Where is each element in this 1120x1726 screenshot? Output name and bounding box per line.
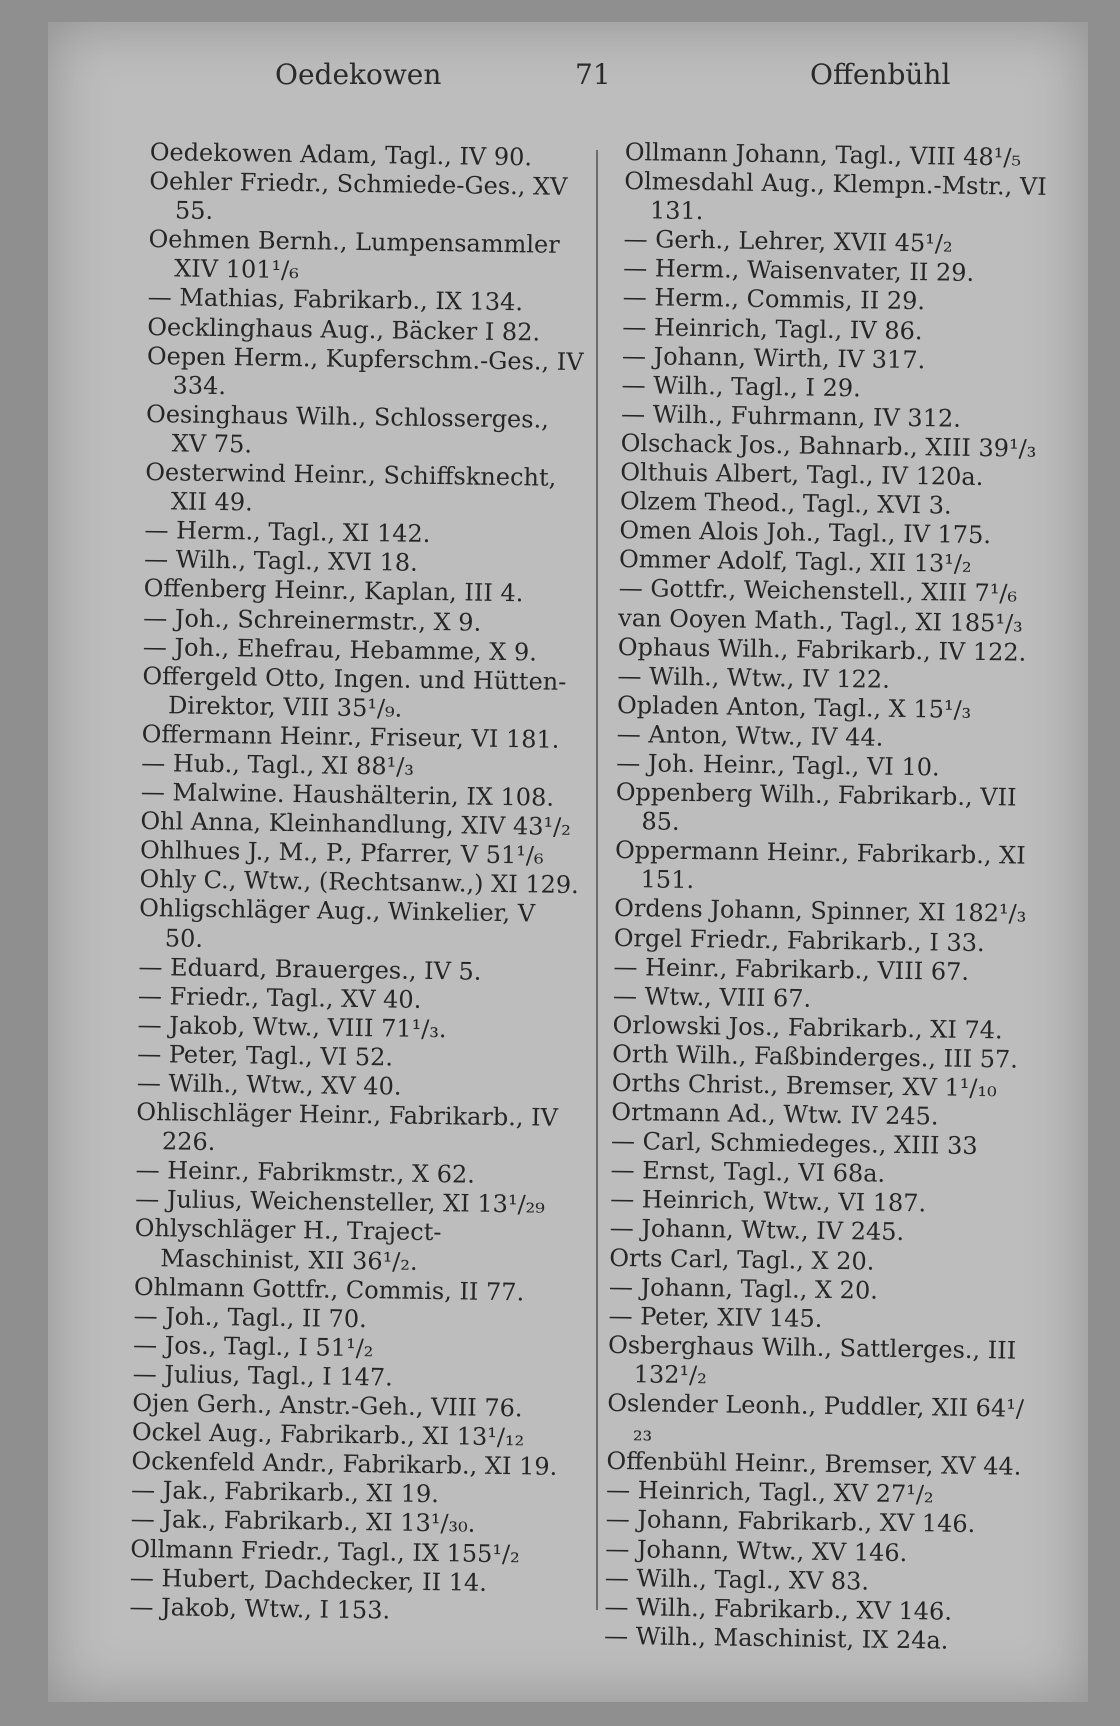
directory-entry: — Herm., Commis, II 29. bbox=[622, 283, 926, 316]
directory-entry: — Malwine. Haushälterin, IX 108. bbox=[140, 778, 555, 812]
directory-entry: — Gottfr., Weichenstell., XIII 7¹/₆ bbox=[618, 574, 1018, 608]
directory-entry: — Johann, Fabrikarb., XV 146. bbox=[605, 1505, 976, 1539]
directory-entry: — Wilh., Tagl., XVI 18. bbox=[143, 545, 418, 578]
directory-entry: Ockel Aug., Fabrikarb., XI 13¹/₁₂ bbox=[131, 1418, 525, 1452]
directory-entry: Omen Alois Joh., Tagl., IV 175. bbox=[619, 516, 992, 550]
directory-entry: — Wtw., VIII 67. bbox=[612, 981, 812, 1013]
directory-entry: van Ooyen Math., Tagl., XI 185¹/₃ bbox=[618, 603, 1023, 638]
directory-entry: — Jakob, Wtw., I 153. bbox=[129, 1592, 391, 1625]
directory-entry: — Johann, Tagl., X 20. bbox=[608, 1272, 879, 1305]
directory-entry: — Gerh., Lehrer, XVII 45¹/₂ bbox=[623, 225, 953, 258]
directory-entry: Offergeld Otto, Ingen. und Hütten-Direktor, VIII 35¹/₉. bbox=[142, 661, 567, 723]
directory-entry: — Joh., Ehefrau, Hebamme, X 9. bbox=[142, 632, 538, 667]
directory-entry: Ommer Adolf, Tagl., XII 13¹/₂ bbox=[618, 545, 972, 579]
directory-entry: Oesinghaus Wilh., Schlosserges., XV 75. bbox=[145, 399, 550, 459]
directory-entry: — Wilh., Tagl., I 29. bbox=[621, 370, 861, 403]
directory-entry: Offenbühl Heinr., Bremser, XV 44. bbox=[606, 1447, 1022, 1481]
directory-entry: — Joh. Heinr., Tagl., VI 10. bbox=[616, 748, 940, 782]
column-divider bbox=[596, 150, 598, 1610]
directory-entry: — Heinrich, Tagl., IV 86. bbox=[622, 312, 923, 345]
directory-entry: Oehler Friedr., Schmiede-Ges., XV 55. bbox=[149, 167, 568, 226]
directory-entry: — Wilh., Wtw., XV 40. bbox=[136, 1068, 402, 1101]
directory-entry: — Johann, Wirth, IV 317. bbox=[621, 341, 926, 374]
directory-entry: Offermann Heinr., Friseur, VI 181. bbox=[141, 719, 560, 754]
header-right-keyword: Offenbühl bbox=[810, 58, 951, 91]
directory-entry: — Wilh., Tagl., XV 83. bbox=[604, 1563, 870, 1596]
directory-entry: Ohlischläger Heinr., Fabrikarb., IV 226. bbox=[136, 1098, 559, 1157]
directory-entry: Oecklinghaus Aug., Bäcker I 82. bbox=[147, 312, 541, 347]
directory-entry: Oedekowen Adam, Tagl., IV 90. bbox=[149, 138, 533, 172]
page-header bbox=[150, 58, 1080, 108]
directory-entry: Orts Carl, Tagl., X 20. bbox=[609, 1243, 875, 1276]
directory-entry: — Heinr., Fabrikmstr., X 62. bbox=[135, 1156, 476, 1189]
directory-entry: Oppermann Heinr., Fabrikarb., XI 151. bbox=[614, 836, 1026, 895]
directory-entry: — Mathias, Fabrikarb., IX 134. bbox=[147, 283, 524, 317]
directory-entry: — Heinr., Fabrikarb., VIII 67. bbox=[613, 952, 970, 986]
directory-entry: Ophaus Wilh., Fabrikarb., IV 122. bbox=[617, 632, 1027, 667]
directory-entry: Olzem Theod., Tagl., XVI 3. bbox=[619, 487, 952, 520]
directory-entry: Orths Christ., Bremser, XV 1¹/₁₀ bbox=[611, 1068, 997, 1103]
directory-entry: Ohly C., Wtw., (Rechtsanw.,) XI 129. bbox=[139, 865, 579, 900]
directory-entry: Orgel Friedr., Fabrikarb., I 33. bbox=[613, 923, 985, 957]
directory-entry: Orlowski Jos., Fabrikarb., XI 74. bbox=[612, 1010, 1003, 1045]
directory-entry: Ollmann Friedr., Tagl., IX 155¹/₂ bbox=[130, 1534, 520, 1568]
directory-entry: Ortmann Ad., Wtw. IV 245. bbox=[611, 1098, 939, 1131]
directory-entry: Orth Wilh., Faßbinderges., III 57. bbox=[612, 1039, 1019, 1074]
directory-entry: — Joh., Tagl., II 70. bbox=[133, 1301, 367, 1333]
directory-entry: Ohlmann Gottfr., Commis, II 77. bbox=[133, 1272, 525, 1306]
directory-entry: — Heinrich, Wtw., VI 187. bbox=[609, 1185, 927, 1218]
directory-entry: Ordens Johann, Spinner, XI 182¹/₃ bbox=[614, 894, 1027, 929]
directory-entry: Ohlyschläger H., Traject-Maschinist, XII 36¹/₂. bbox=[134, 1214, 442, 1276]
directory-entry: Olmesdahl Aug., Klempn.-Mstr., VI 131. bbox=[624, 167, 1047, 226]
header-left-keyword: Oedekowen bbox=[275, 58, 442, 91]
directory-entry: Oepen Herm., Kupferschm.-Ges., IV 334. bbox=[146, 341, 584, 400]
directory-entry: Opladen Anton, Tagl., X 15¹/₃ bbox=[616, 690, 972, 724]
directory-entry: Olschack Jos., Bahnarb., XIII 39¹/₃ bbox=[620, 428, 1037, 463]
directory-entry: Oehmen Bernh., Lumpensammler XIV 101¹/₆ bbox=[148, 225, 560, 285]
directory-entry: — Peter, Tagl., VI 52. bbox=[137, 1039, 394, 1072]
directory-entry: — Julius, Tagl., I 147. bbox=[132, 1359, 393, 1392]
directory-entry: Offenberg Heinr., Kaplan, III 4. bbox=[143, 574, 524, 608]
directory-entry: Oppenberg Wilh., Fabrikarb., VII 85. bbox=[615, 778, 1017, 836]
directory-entry: Oesterwind Heinr., Schiffsknecht, XII 49. bbox=[145, 458, 557, 517]
directory-entry: — Peter, XIV 145. bbox=[608, 1301, 823, 1333]
directory-entry: — Wilh., Maschinist, IX 24a. bbox=[603, 1621, 949, 1655]
directory-entry: — Hub., Tagl., XI 88¹/₃ bbox=[141, 748, 415, 781]
directory-entry: Ockenfeld Andr., Fabrikarb., XI 19. bbox=[131, 1447, 558, 1482]
directory-entry: — Jakob, Wtw., VIII 71¹/₃. bbox=[137, 1010, 447, 1044]
directory-entry: — Johann, Wtw., XV 146. bbox=[605, 1534, 908, 1567]
directory-entry: Osberghaus Wilh., Sattlerges., III 132¹/₂ bbox=[607, 1330, 1017, 1390]
directory-entry: — Joh., Schreinermstr., X 9. bbox=[143, 603, 482, 637]
directory-entry: — Wilh., Wtw., IV 122. bbox=[617, 661, 891, 694]
directory-entry: Ohligschläger Aug., Winkelier, V 50. bbox=[139, 894, 536, 953]
directory-entry: Oslender Leonh., Puddler, XII 64¹/₂₃ bbox=[607, 1388, 1025, 1447]
directory-entry: — Jos., Tagl., I 51¹/₂ bbox=[132, 1330, 374, 1363]
directory-entry: — Heinrich, Tagl., XV 27¹/₂ bbox=[605, 1476, 934, 1509]
directory-entry: — Johann, Wtw., IV 245. bbox=[609, 1214, 905, 1247]
directory-entry: Ollmann Johann, Tagl., VIII 48¹/₅ bbox=[624, 138, 1022, 172]
directory-entry: — Carl, Schmiedeges., XIII 33 bbox=[610, 1127, 978, 1161]
directory-entry: — Herm., Waisenvater, II 29. bbox=[622, 254, 975, 288]
directory-entry: — Eduard, Brauerges., IV 5. bbox=[138, 952, 482, 986]
directory-entry: — Wilh., Fabrikarb., XV 146. bbox=[604, 1592, 953, 1626]
directory-entry: — Herm., Tagl., XI 142. bbox=[144, 516, 431, 549]
directory-entry: — Hubert, Dachdecker, II 14. bbox=[129, 1563, 488, 1597]
directory-entry: Ohl Anna, Kleinhandlung, XIV 43¹/₂ bbox=[140, 807, 572, 842]
directory-entry: — Wilh., Fuhrmann, IV 312. bbox=[620, 399, 962, 433]
page-number: 71 bbox=[575, 58, 611, 91]
directory-entry: — Anton, Wtw., IV 44. bbox=[616, 719, 884, 752]
directory-entry: Ojen Gerh., Anstr.-Geh., VIII 76. bbox=[132, 1388, 523, 1423]
directory-entry: Olthuis Albert, Tagl., IV 120a. bbox=[620, 458, 984, 492]
directory-entry: — Friedr., Tagl., XV 40. bbox=[137, 981, 422, 1014]
directory-entry: — Jak., Fabrikarb., XI 19. bbox=[130, 1476, 440, 1509]
left-column bbox=[129, 138, 590, 1628]
directory-entry: — Ernst, Tagl., VI 68a. bbox=[610, 1156, 886, 1189]
directory-entry: — Julius, Weichensteller, XI 13¹/₂₉ bbox=[134, 1185, 546, 1219]
directory-entry: Ohlhues J., M., P., Pfarrer, V 51¹/₆ bbox=[139, 836, 544, 870]
directory-entry: — Jak., Fabrikarb., XI 13¹/₃₀. bbox=[130, 1505, 476, 1539]
right-column bbox=[604, 138, 1055, 1657]
